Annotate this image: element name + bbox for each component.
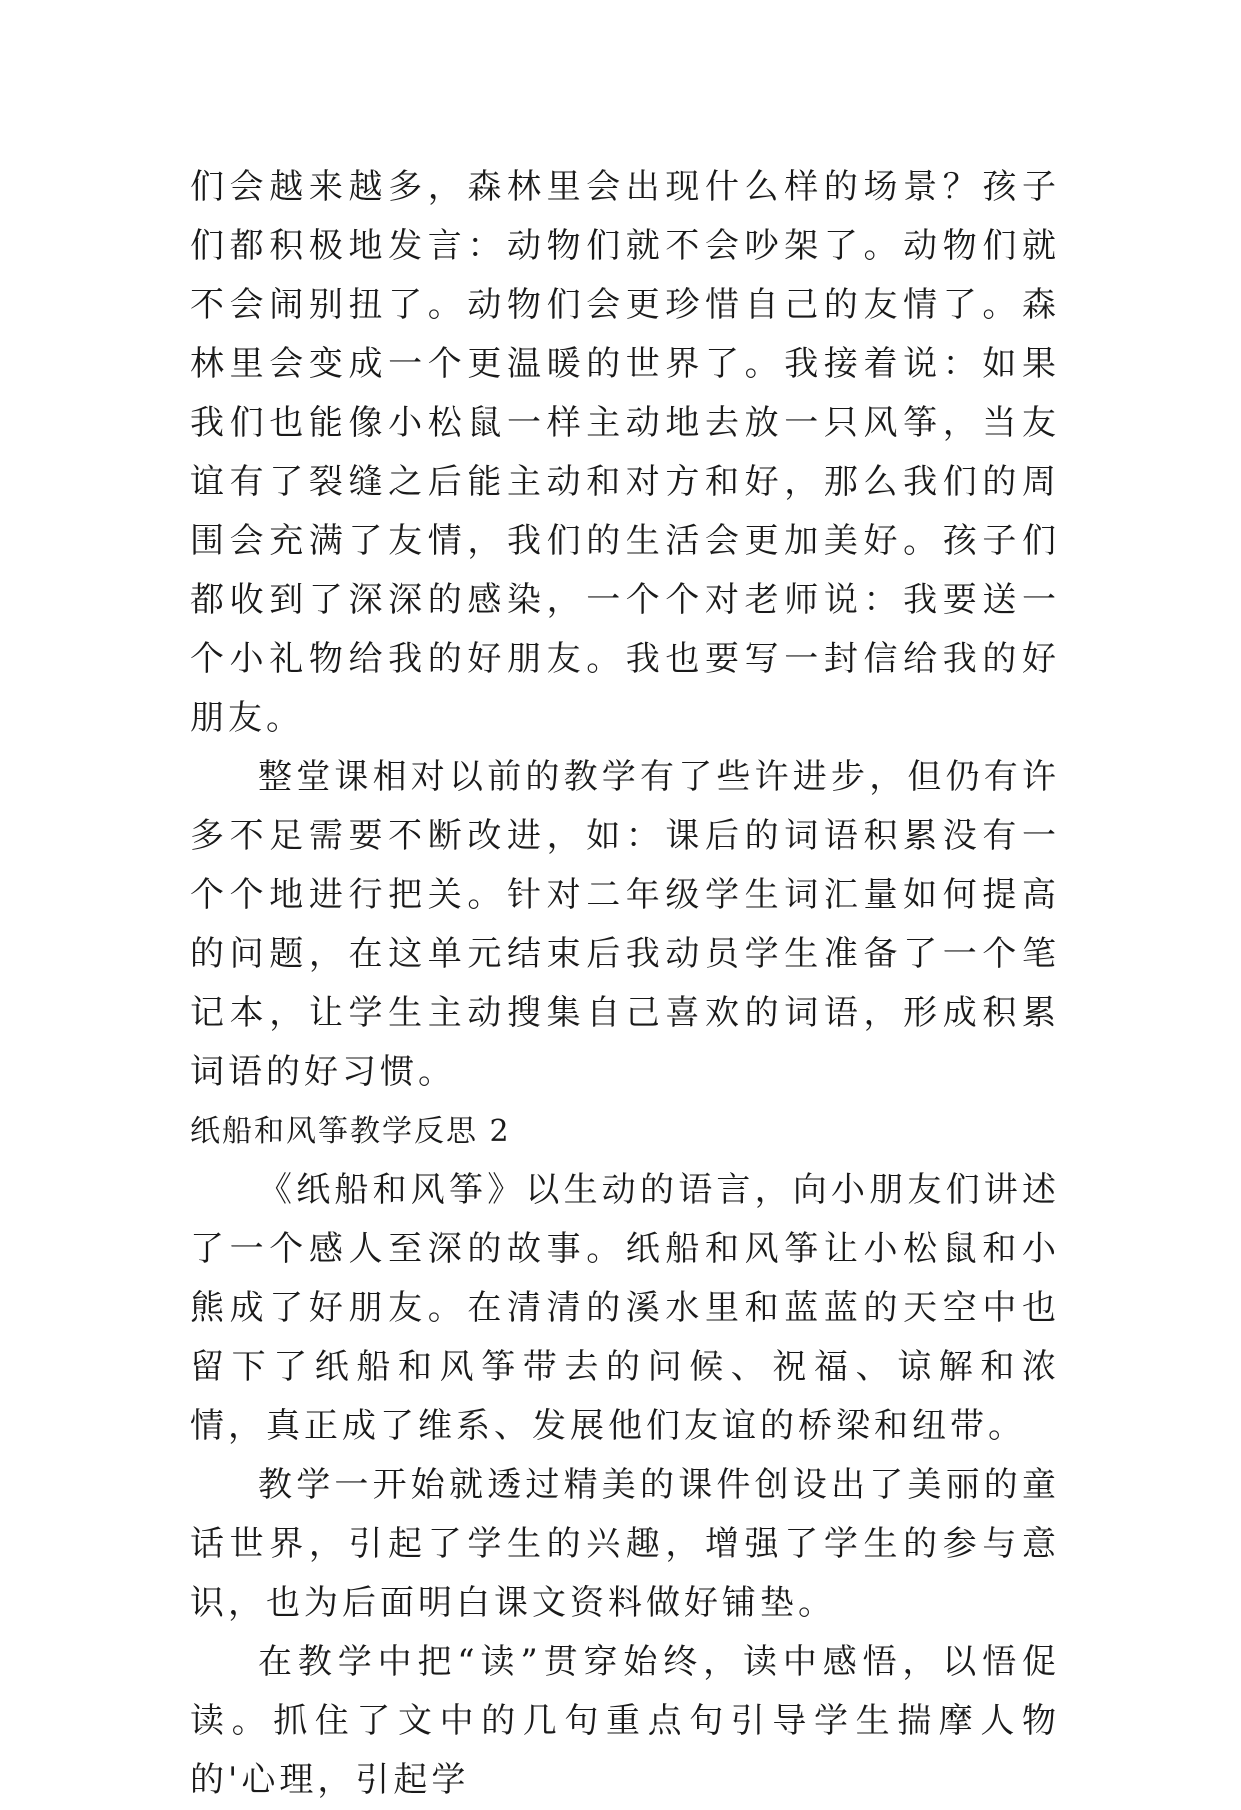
paragraph-4: 教学一开始就透过精美的课件创设出了美丽的童话世界，引起了学生的兴趣，增强了学生的参与意识，也为后面明白课文资料做好铺垫。	[190, 1465, 1060, 1623]
document-body	[190, 158, 1060, 1810]
paragraph-5: 在教学中把“读”贯穿始终，读中感悟，以悟促读。抓住了文中的几句重点句引导学生揣摩人物的'心理，引起学	[190, 1642, 1060, 1800]
section-heading: 纸船和风筝教学反思 2	[190, 1114, 511, 1149]
paragraph-1: 们会越来越多，森林里会出现什么样的场景？孩子们都积极地发言：动物们就不会吵架了。动物们就不会闹别扭了。动物们会更珍惜自己的友情了。森林里会变成一个更温暖的世界了。我接着说：如果我们也能像小松鼠一样主动地去放一只风筝，当友谊有了裂缝之后能主动和对方和好，那么我们的周围会充满了友情，我们的生活会更加美好。孩子们都收到了深深的感染，一个个对老师说：我要送一个小礼物给我的好朋友。我也要写一封信给我的好朋友。	[190, 167, 1060, 738]
paragraph-2: 整堂课相对以前的教学有了些许进步，但仍有许多不足需要不断改进，如：课后的词语积累没有一个个地进行把关。针对二年级学生词汇量如何提高的问题，在这单元结束后我动员学生准备了一个笔记本，让学生主动搜集自己喜欢的词语，形成积累词语的好习惯。	[190, 757, 1060, 1092]
paragraph-3: 《纸船和风筝》以生动的语言，向小朋友们讲述了一个感人至深的故事。纸船和风筝让小松鼠和小熊成了好朋友。在清清的溪水里和蓝蓝的天空中也留下了纸船和风筝带去的问候、祝福、谅解和浓情，真正成了维系、发展他们友谊的桥梁和纽带。	[190, 1170, 1060, 1446]
